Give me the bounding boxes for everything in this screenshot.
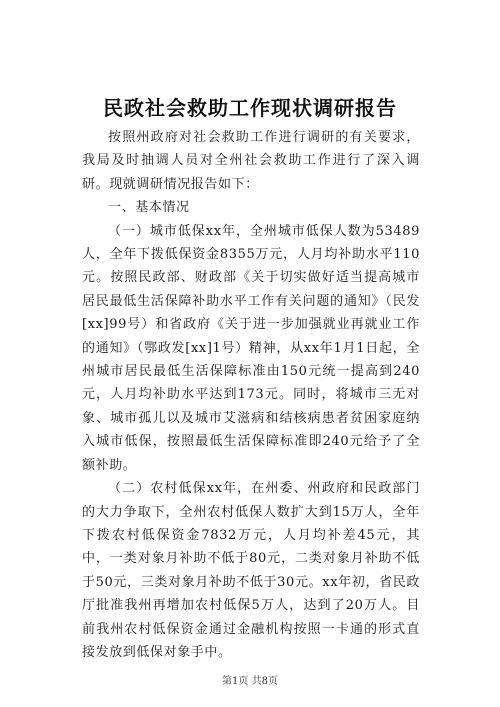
document-title: 民政社会救助工作现状调研报告 [103, 96, 397, 120]
document-body [82, 126, 420, 664]
page-number: 第1页 共8页 [222, 676, 278, 687]
urban-subsistence-paragraph: （一）城市低保xx年，全州城市低保人数为53489人，全年下拨低保资金8355万元，人月均补助水平110元。按照民政部、财政部《关于切实做好适当提高城市居民最低生活保障补助水平工作有关问题的通知》（民发[xx]99号）和省政府《关于进一步加强就业再就业工作的通知》（鄂政发[xx]1号）精神，从xx年1月1日起，全州城市居民最低生活保障标准由150元统一提高到240元，人月均补助水平达到173元。同时，将城市三无对象、城市孤儿以及城市艾滋病和结核病患者贫困家庭纳入城市低保，按照最低生活保障标准即240元给予了全额补助。 [82, 223, 420, 473]
section-heading: 一、基本情况 [108, 200, 190, 216]
intro-paragraph: 按照州政府对社会救助工作进行调研的有关要求，我局及时抽调人员对全州社会救助工作进行了深入调研。现就调研情况报告如下： [82, 130, 420, 192]
rural-subsistence-paragraph: （二）农村低保xx年，在州委、州政府和民政部门的大力争取下，全州农村低保人数扩大到15万人，全年下拨农村低保资金7832万元，人月均补差45元，其中，一类对象月补助不低于80元，二类对象月补助不低于50元，三类对象月补助不低于30元。xx年初，省民政厅批准我州再增加农村低保5万人，达到了20万人。目前我州农村低保资金通过金融机构按照一卡通的形式直接发放到低保对象手中。 [82, 481, 420, 660]
